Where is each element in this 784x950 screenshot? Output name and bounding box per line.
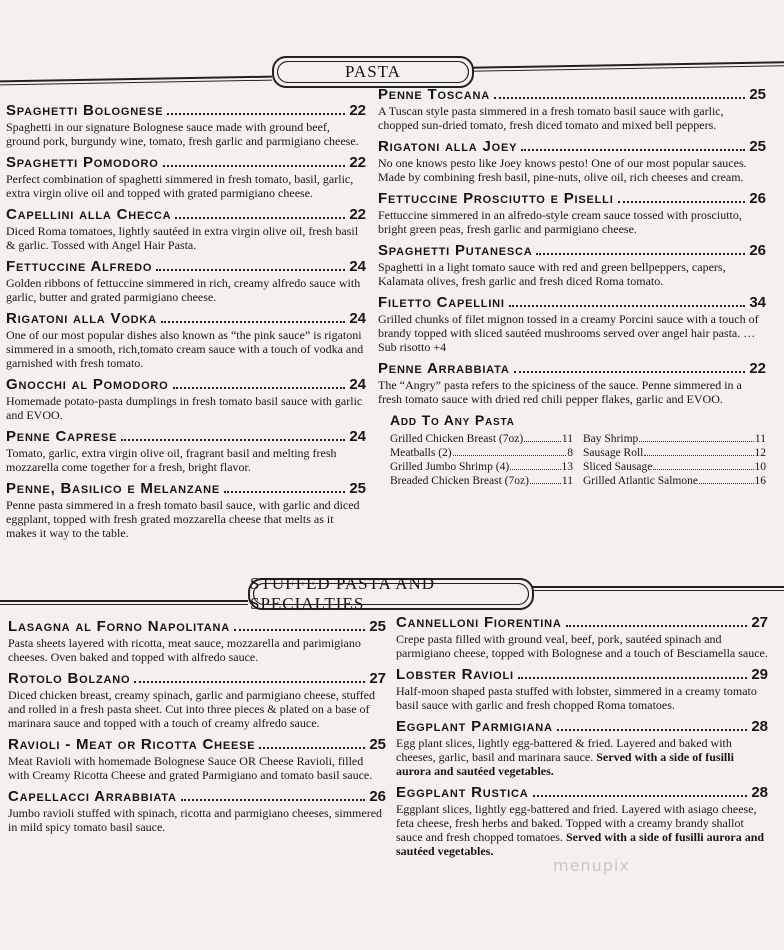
menu-item-header	[6, 310, 366, 327]
menu-item-price: 26	[749, 242, 766, 259]
dot-leader	[510, 469, 560, 470]
dot-leader	[181, 799, 366, 801]
menu-item-description	[8, 636, 386, 664]
menu-item-price: 24	[349, 376, 366, 393]
description-text: Diced Roma tomatoes, lightly sautéed in extra virgin olive oil, fresh basil & garlic. Tossed with Angel Hair Pasta.	[6, 224, 359, 252]
menu-item-price: 28	[751, 784, 768, 801]
description-text: Spaghetti in our signature Bolognese sauce made with ground beef, ground pork, burgundy wine, tomato, fresh garlic and parmigiano cheese.	[6, 120, 359, 148]
description-text: Golden ribbons of fettuccine simmered in rich, creamy alfredo sauce with garlic, butter and grated parmigiano cheese.	[6, 276, 361, 304]
dot-leader	[167, 113, 345, 115]
addon-price: 11	[754, 433, 766, 445]
dot-leader	[644, 455, 753, 456]
menu-item-description	[396, 632, 768, 660]
menu-item-description	[6, 276, 366, 304]
menu-item-price: 25	[349, 480, 366, 497]
menu-item-name: Lobster Ravioli	[396, 666, 514, 683]
addons-list	[390, 432, 766, 488]
addon-price: 16	[754, 475, 766, 487]
menu-item-description	[8, 688, 386, 730]
addon-name: Sausage Roll	[583, 447, 644, 459]
header-rule-right	[470, 61, 784, 71]
dot-leader	[566, 625, 748, 627]
menu-item	[396, 718, 768, 778]
dot-leader	[234, 629, 365, 631]
dot-leader	[224, 491, 345, 493]
dot-leader	[536, 253, 745, 255]
menu-item-description	[378, 156, 766, 184]
menu-item-name: Penne Caprese	[6, 428, 118, 445]
menu-item-price: 29	[751, 666, 768, 683]
dot-leader	[618, 201, 746, 203]
dot-leader	[121, 439, 345, 441]
menu-item	[8, 670, 386, 730]
menu-item-name: Ravioli - Meat or Ricotta Cheese	[8, 736, 256, 753]
addon-price: 11	[561, 433, 573, 445]
menu-item-price: 24	[349, 310, 366, 327]
menu-item-header	[6, 102, 366, 119]
menu-item	[6, 102, 366, 148]
dot-leader	[524, 441, 561, 442]
description-text: Spaghetti in a light tomato sauce with red and green bellpeppers, capers, Kalamata olives, fresh garlic and fresh diced Roma tomato.	[378, 260, 726, 288]
menu-item-description	[378, 378, 766, 406]
menu-item-header	[6, 206, 366, 223]
menu-item-price: 27	[751, 614, 768, 631]
addon-row	[390, 432, 573, 446]
menu-item-name: Capellacci Arrabbiata	[8, 788, 177, 805]
stuffed-left-column	[8, 618, 386, 840]
addon-row	[390, 460, 573, 474]
menu-item-header	[396, 784, 768, 801]
header-rule-right	[530, 586, 784, 591]
menu-item-description	[396, 736, 768, 778]
addon-row	[583, 432, 766, 446]
dot-leader	[259, 747, 365, 749]
addon-name: Grilled Jumbo Shrimp (4)	[390, 461, 510, 473]
menu-item-description	[6, 394, 366, 422]
menu-item-header	[396, 666, 768, 683]
description-text: Egg plant slices, lightly egg-battered & fried. Layered and baked with cheeses, garlic, basil and marinara sauce.	[396, 736, 732, 764]
description-text: No one knows pesto like Joey knows pesto! One of our most popular sauces. Made by combining fresh basil, pine-nuts, olive oil, rich cheeses and cream.	[378, 156, 747, 184]
menu-item-name: Penne Toscana	[378, 86, 490, 103]
menu-item	[6, 154, 366, 200]
menu-item-price: 22	[349, 154, 366, 171]
addon-name: Meatballs (2)	[390, 447, 452, 459]
menu-item-header	[396, 718, 768, 735]
menu-item	[8, 618, 386, 664]
menu-item-header	[8, 736, 386, 753]
menu-item	[378, 242, 766, 288]
dot-leader	[533, 795, 748, 797]
menu-item-name: Rigatoni alla Joey	[378, 138, 518, 155]
menu-item-name: Rigatoni alla Vodka	[6, 310, 157, 327]
menu-item	[6, 206, 366, 252]
menu-item-description	[378, 208, 766, 236]
menu-item	[396, 784, 768, 858]
menu-item	[396, 666, 768, 712]
dot-leader	[134, 681, 365, 683]
menu-item-header	[378, 294, 766, 311]
dot-leader	[156, 269, 345, 271]
menu-item-price: 25	[369, 736, 386, 753]
dot-leader	[699, 483, 754, 484]
menu-item-header	[8, 670, 386, 687]
menu-item-price: 25	[369, 618, 386, 635]
description-text: Tomato, garlic, extra virgin olive oil, fragrant basil and melting fresh mozzarella come together for a fresh, bright flavor.	[6, 446, 337, 474]
menu-item-header	[396, 614, 768, 631]
menu-item-price: 27	[369, 670, 386, 687]
addon-price: 12	[754, 447, 766, 459]
menu-item-price: 22	[349, 206, 366, 223]
header-rule-left	[0, 76, 272, 86]
menu-item-header	[378, 360, 766, 377]
description-text: Perfect combination of spaghetti simmered in fresh tomato, basil, garlic, extra virgin olive oil and topped with grated parmigiano cheese.	[6, 172, 354, 200]
menu-item	[396, 614, 768, 660]
description-text: Meat Ravioli with homemade Bolognese Sauce OR Cheese Ravioli, filled with Creamy Ricotta Cheese and grated Parmigiano and tomato basil sauce.	[8, 754, 373, 782]
menu-item	[378, 86, 766, 132]
addon-name: Breaded Chicken Breast (7oz)	[390, 475, 529, 487]
menu-item	[8, 788, 386, 834]
menu-item-price: 25	[749, 86, 766, 103]
menu-item-header	[378, 242, 766, 259]
description-text: One of our most popular dishes also known as “the pink sauce” is rigatoni simmered in a smooth, rich,tomato cream sauce with a touch of vodka and garnished with fresh tomato.	[6, 328, 364, 370]
description-text: Grilled chunks of filet mignon tossed in a creamy Porcini sauce with a touch of brandy topped with sliced sautéed mushrooms served over angel hair pasta. … Sub risotto +4	[378, 312, 759, 354]
menu-item-name: Rotolo Bolzano	[8, 670, 131, 687]
addon-row	[390, 474, 573, 488]
dot-leader	[530, 483, 561, 484]
menu-item	[378, 360, 766, 406]
dot-leader	[653, 469, 753, 470]
menu-item-price: 25	[749, 138, 766, 155]
stuffed-section-header	[0, 574, 784, 614]
dot-leader	[161, 321, 345, 323]
menu-item	[6, 480, 366, 540]
description-text: Pasta sheets layered with ricotta, meat sauce, mozzarella and parimigiano cheeses. Oven baked and topped with alfredo sauce.	[8, 636, 361, 664]
description-text: Jumbo ravioli stuffed with spinach, ricotta and parmigiano cheeses, simmered in mild spicy tomato basil sauce.	[8, 806, 383, 834]
menu-item-header	[378, 86, 766, 103]
description-text: Fettuccine simmered in an alfredo-style cream sauce tossed with prosciutto, bright green peas, fresh garlic and parmigiano cheese.	[378, 208, 742, 236]
description-text: Eggplant slices, lightly egg-battered and fried. Layered with asiago cheese, feta cheese, fresh herbs and baked. Topped with a creamy brandy shallot sauce and fresh chopped tomatoes.	[396, 802, 757, 844]
menu-item	[6, 258, 366, 304]
stuffed-section-title: STUFFED PASTA AND SPECIALTIES	[248, 578, 534, 610]
description-text: Half-moon shaped pasta stuffed with lobster, simmered in a creamy tomato basil sauce with garlic and fresh chopped Roma tomatoes.	[396, 684, 757, 712]
menu-item-name: Spaghetti Putanesca	[378, 242, 533, 259]
pasta-section-title: PASTA	[272, 56, 474, 88]
menu-item-description	[378, 104, 766, 132]
menu-item-header	[6, 376, 366, 393]
menu-item-name: Filetto Capellini	[378, 294, 505, 311]
stuffed-right-column	[396, 614, 768, 864]
menu-item	[6, 310, 366, 370]
menu-item-description	[6, 120, 366, 148]
addons-title: Add To Any Pasta	[390, 412, 515, 428]
menu-item	[378, 190, 766, 236]
dot-leader	[173, 387, 346, 389]
menu-item-name: Penne, Basilico e Melanzane	[6, 480, 221, 497]
menu-item-description	[396, 684, 768, 712]
menu-item-description	[6, 328, 366, 370]
menu-item-price: 34	[749, 294, 766, 311]
description-text: Homemade potato-pasta dumplings in fresh tomato basil sauce with garlic and EVOO.	[6, 394, 363, 422]
menu-item-header	[8, 618, 386, 635]
dot-leader	[453, 455, 567, 456]
addon-row	[390, 446, 573, 460]
description-text: Penne pasta simmered in a fresh tomato basil sauce, with garlic and diced eggplant, topped with fresh grated mozzarella cheese that melts as it makes it way to the table.	[6, 498, 360, 540]
addon-name: Grilled Chicken Breast (7oz)	[390, 433, 524, 445]
dot-leader	[509, 305, 746, 307]
menu-item-price: 24	[349, 258, 366, 275]
menu-item-header	[378, 190, 766, 207]
menu-item-name: Eggplant Parmigiana	[396, 718, 553, 735]
addon-name: Bay Shrimp	[583, 433, 639, 445]
menu-item-price: 28	[751, 718, 768, 735]
addon-price: 11	[561, 475, 573, 487]
addon-row	[583, 474, 766, 488]
menu-item-name: Fettuccine Prosciutto e Piselli	[378, 190, 614, 207]
addon-price: 8	[567, 447, 573, 459]
menu-item-header	[6, 428, 366, 445]
pasta-left-column	[6, 102, 366, 546]
addons-left-column	[390, 432, 573, 488]
menu-item-name: Spaghetti Pomodoro	[6, 154, 159, 171]
menu-item-description	[378, 312, 766, 354]
description-text: Crepe pasta filled with ground veal, beef, pork, sautéed spinach and parmigiano cheese, topped with Bolognese and a touch of Besciamella sauce.	[396, 632, 768, 660]
menu-item-name: Spaghetti Bolognese	[6, 102, 164, 119]
menu-item-header	[6, 258, 366, 275]
menu-item-price: 26	[369, 788, 386, 805]
menu-item-name: Gnocchi al Pomodoro	[6, 376, 169, 393]
addons-right-column	[583, 432, 766, 488]
header-rule-left	[0, 600, 248, 605]
menu-item-price: 22	[349, 102, 366, 119]
dot-leader	[557, 729, 748, 731]
menu-item-header	[6, 154, 366, 171]
menu-item	[6, 428, 366, 474]
menu-item-name: Lasagna al Forno Napolitana	[8, 618, 230, 635]
addon-name: Grilled Atlantic Salmone	[583, 475, 698, 487]
dot-leader	[494, 97, 745, 99]
description-bold-note: Served with a side of fusilli aurora and sautéed vegetables.	[396, 830, 765, 858]
menu-item	[6, 376, 366, 422]
menu-item	[378, 294, 766, 354]
description-text: Diced chicken breast, creamy spinach, garlic and parmigiano cheese, stuffed and rolled in a fresh pasta sheet. Cut into three pieces & plated on a base of marinara sauce and topped with a touch of creamy alfredo sauce.	[8, 688, 375, 730]
dot-leader	[639, 441, 754, 442]
menu-item-description	[396, 802, 768, 858]
dot-leader	[163, 165, 346, 167]
menu-item-price: 24	[349, 428, 366, 445]
menu-item-name: Penne Arrabbiata	[378, 360, 510, 377]
addon-price: 10	[754, 461, 766, 473]
menu-item-header	[8, 788, 386, 805]
menu-item-price: 22	[749, 360, 766, 377]
description-bold-note: Served with a side of fusilli aurora and sautéed vegetables.	[396, 750, 734, 778]
dot-leader	[518, 677, 747, 679]
addon-price: 13	[561, 461, 573, 473]
menu-item	[378, 138, 766, 184]
menu-item-name: Eggplant Rustica	[396, 784, 529, 801]
pasta-right-column	[378, 86, 766, 488]
menu-item-description	[6, 446, 366, 474]
menu-item-header	[6, 480, 366, 497]
dot-leader	[514, 371, 746, 373]
menu-item-description	[6, 172, 366, 200]
addon-row	[583, 446, 766, 460]
menu-item-description	[8, 806, 386, 834]
description-text: A Tuscan style pasta simmered in a fresh tomato basil sauce with garlic, chopped sun-dried tomato, fresh diced tomato and mixed bell peppers.	[378, 104, 724, 132]
menu-item-name: Fettuccine Alfredo	[6, 258, 153, 275]
watermark-text: menupix	[553, 856, 630, 875]
menu-item-header	[378, 138, 766, 155]
menu-item	[8, 736, 386, 782]
addon-name: Sliced Sausage	[583, 461, 653, 473]
menu-item-description	[378, 260, 766, 288]
menu-item-description	[6, 498, 366, 540]
menu-item-description	[6, 224, 366, 252]
addon-row	[583, 460, 766, 474]
menu-item-name: Cannelloni Fiorentina	[396, 614, 562, 631]
description-text: The “Angry” pasta refers to the spiciness of the sauce. Penne simmered in a fresh tomato sauce with dried red chili pepper flakes, garlic and EVOO.	[378, 378, 742, 406]
menu-item-price: 26	[749, 190, 766, 207]
menu-item-name: Capellini alla Checca	[6, 206, 172, 223]
dot-leader	[175, 217, 345, 219]
dot-leader	[521, 149, 745, 151]
menu-item-description	[8, 754, 386, 782]
